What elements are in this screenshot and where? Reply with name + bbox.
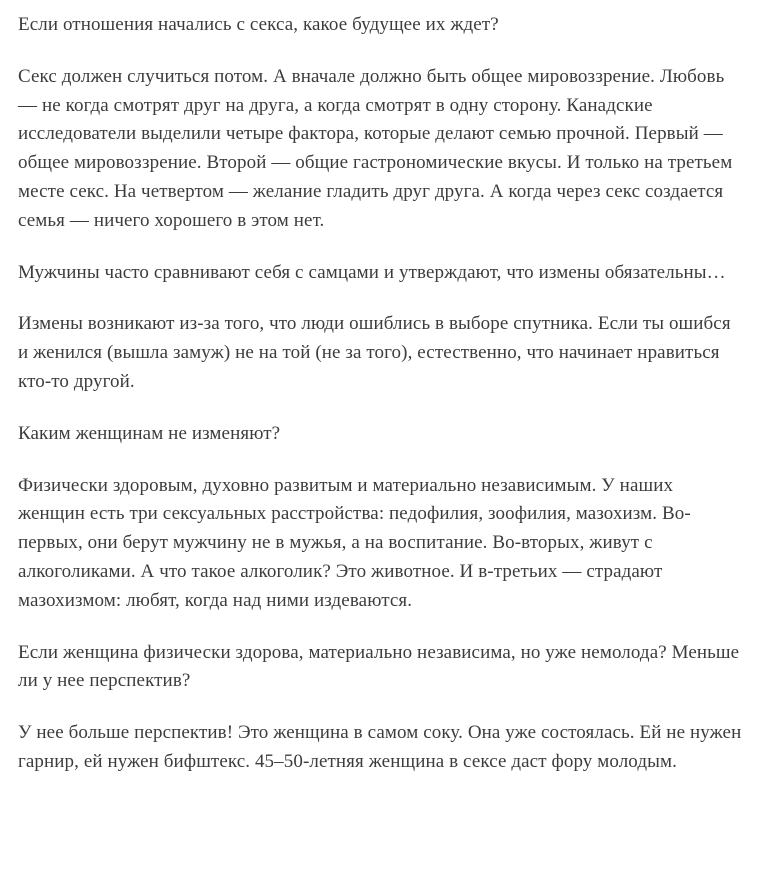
answer-paragraph-4: У нее больше перспектив! Это женщина в самом соку. Она уже состоялась. Ей не нужен гарнир, ей нужен бифштекс. 45–50-летняя женщина в сексе даст фору молодым.	[18, 722, 742, 772]
question-paragraph-2: Мужчины часто сравнивают себя с самцами и утверждают, что измены обязательны…	[18, 261, 726, 283]
question-paragraph-1: Если отношения начались с секса, какое будущее их ждет?	[18, 14, 499, 35]
question-paragraph-4: Если женщина физически здорова, материально независима, но уже немолода? Меньше ли у нее перспектив?	[18, 641, 740, 692]
question-paragraph-3: Каким женщинам не изменяют?	[18, 422, 281, 444]
answer-paragraph-3: Физически здоровым, духовно развитым и материально независимым. У наших женщин есть три сексуальных расстройства: педофилия, зоофилия, мазохизм. Во-первых, они берут мужчину не в мужья, а на воспитание. Во-вторых, живут с алкоголиками. А что такое алкоголик? Это животное. И в-третьих — страдают мазохизмом: любят, когда над ними издеваются.	[18, 474, 691, 611]
answer-paragraph-2: Измены возникают из-за того, что люди ошиблись в выборе спутника. Если ты ошибся и женился (вышла замуж) не на той (не за того), естественно, что начинает нравиться кто-то другой.	[18, 313, 731, 392]
answer-paragraph-1: Секс должен случиться потом. А вначале должно быть общее мировоззрение. Любовь — не когда смотрят друг на друга, а когда смотрят в одну сторону. Канадские исследователи выделили четыре фактора, которые делают семью прочной. Первый — общее мировоззрение. Второй — общие гастрономические вкусы. И только на третьем месте секс. На четвертом — желание гладить друг друга. А когда через секс создается семья — ничего хорошего в этом нет.	[18, 65, 733, 231]
